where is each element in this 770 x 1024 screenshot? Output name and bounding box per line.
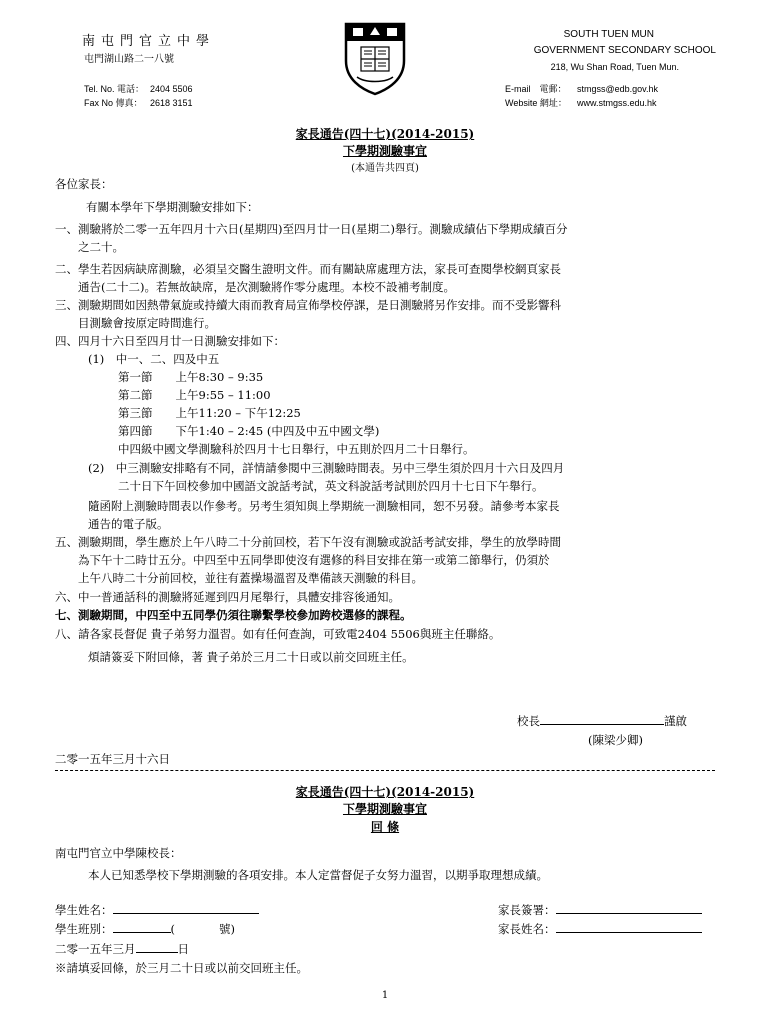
- signature-blank: [540, 712, 664, 725]
- parent-name-label: 家長姓名：: [498, 922, 556, 936]
- number-open-paren: (: [170, 922, 175, 936]
- intro-text: 有關本學年下學期測驗安排如下：: [86, 200, 259, 214]
- principal-signature-line: [517, 712, 687, 730]
- student-name-field[interactable]: [113, 901, 259, 914]
- number-label: 號): [219, 922, 235, 936]
- reply-title: 家長通告(四十七)(2014-2015): [295, 785, 475, 799]
- form3-line2: 二十日下午回校參加中國語文說話考試，英文科說話考試則於四月十七日下午舉行。: [118, 479, 544, 493]
- page-number: 1: [381, 990, 389, 1001]
- reply-reminder: ※請填妥回條，於三月二十日或以前交回班主任。: [55, 961, 308, 975]
- parent-signature-row: [498, 901, 702, 919]
- session-line: 第二節 上午9:55 – 11:00: [118, 388, 271, 402]
- website-value: www.stmgss.edu.hk: [577, 98, 657, 108]
- school-name-chinese: 南屯門官立中學: [82, 34, 216, 49]
- body-line: 六、中一普通話科的測驗將延遲到四月尾舉行，具體安排容後通知。: [55, 590, 400, 604]
- body-line-bold: 七、測驗期間，中四至中五同學仍須往聯繫學校參加跨校選修的課程。: [55, 608, 412, 622]
- student-name-label: 學生姓名：: [55, 903, 113, 917]
- notice-date: 二零一五年三月十六日: [55, 752, 170, 766]
- reply-date-prefix: 二零一五年三月: [55, 942, 136, 956]
- reply-slip-label: 回 條: [370, 820, 400, 834]
- attachment-line2: 通告的電子版。: [88, 517, 169, 531]
- parent-signature-field[interactable]: [556, 901, 702, 914]
- website-line: [505, 96, 657, 109]
- body-line: 八、請各家長督促 貴子弟努力溫習。如有任何查詢，可致電2404 5506與班主任聯絡。: [55, 627, 501, 641]
- signoff-text: 謹啟: [664, 714, 687, 728]
- closing-text: 煩請簽妥下附回條，著 貴子弟於三月二十日或以前交回班主任。: [88, 650, 414, 664]
- reply-date-suffix: 日: [177, 942, 189, 956]
- greeting: 各位家長：: [55, 177, 113, 191]
- reply-addressee: 南屯門官立中學陳校長：: [55, 846, 182, 860]
- body-line: 五、測驗期間，學生應於上午八時二十分前回校，若下午沒有測驗或說話考試安排，學生的放學時間: [55, 535, 561, 549]
- telephone-label: Tel. No. 電話：: [84, 84, 145, 94]
- body-line: 通告(二十二)。若無故缺席，是次測驗將作零分處理。本校不設補考制度。: [55, 280, 455, 294]
- body-line: 之二十。: [55, 240, 124, 254]
- body-line: 上午八時二十分前回校，並往有蓋操場溫習及準備該天測驗的科目。: [55, 571, 423, 585]
- email-value: stmgss@edb.gov.hk: [577, 84, 659, 94]
- class-label: 學生班別：: [55, 922, 113, 936]
- telephone-value: 2404 5506: [150, 84, 193, 94]
- fax-line: [84, 96, 193, 109]
- website-label: Website 網址：: [505, 98, 567, 108]
- telephone-line: [84, 82, 193, 95]
- school-address-chinese: 屯門湖山路二一八號: [84, 54, 174, 65]
- principal-label: 校長: [517, 714, 540, 728]
- session-line: 第四節 下午1:40 – 2:45 (中四及中五中國文學): [118, 424, 380, 438]
- parent-signature-label: 家長簽署：: [498, 903, 556, 917]
- cut-line-divider: [55, 770, 715, 771]
- reply-date-row: [55, 940, 189, 958]
- school-name-english-line2: GOVERNMENT SECONDARY SCHOOL: [533, 45, 716, 56]
- attachment-line1: 隨函附上測驗時間表以作參考。另考生須知與上學期統一測驗相同，恕不另發。請參考本家長: [88, 499, 560, 513]
- email-line: [505, 82, 658, 95]
- principal-name: (陳梁少卿): [588, 733, 643, 747]
- reply-subtitle: 下學期測驗事宜: [342, 802, 427, 816]
- notice-subtitle: 下學期測驗事宜: [342, 144, 427, 158]
- body-line: 二、學生若因病缺席測驗，必須呈交醫生證明文件。而有關缺席處理方法，家長可查閱學校網頁家長: [55, 262, 561, 276]
- body-line: 四、四月十六日至四月廿一日測驗安排如下：: [55, 334, 285, 348]
- body-line: 三、測驗期間如因熱帶氣旋或持續大雨而教育局宣佈學校停課，是日測驗將另作安排。而不受影響科: [55, 298, 561, 312]
- parent-name-row: [498, 920, 702, 938]
- school-address-english: 218, Wu Shan Road, Tuen Mun.: [550, 62, 679, 72]
- fax-value: 2618 3151: [150, 98, 193, 108]
- schedule-heading: (1) 中一、二、四及中五: [88, 352, 220, 366]
- reply-statement: 本人已知悉學校下學期測驗的各項安排。本人定當督促子女努力溫習，以期爭取理想成績。: [88, 868, 548, 882]
- body-line: 目測驗會按原定時間進行。: [55, 316, 216, 330]
- body-line: 一、測驗將於二零一五年四月十六日(星期四)至四月廿一日(星期二)舉行。測驗成績佔下學期成績百分: [55, 222, 568, 236]
- fax-label: Fax No 傳真：: [84, 98, 143, 108]
- school-name-english-line1: SOUTH TUEN MUN: [563, 29, 654, 40]
- parent-name-field[interactable]: [556, 920, 702, 933]
- page-count-note: (本通告共四頁): [351, 163, 419, 174]
- chinese-literature-note: 中四級中國文學測驗科於四月十七日舉行，中五則於四月二十日舉行。: [118, 442, 475, 456]
- session-line: 第一節 上午8:30 – 9:35: [118, 370, 264, 384]
- notice-title: 家長通告(四十七)(2014-2015): [295, 127, 475, 141]
- email-label: E-mail 電郵：: [505, 84, 567, 94]
- class-field[interactable]: [113, 920, 171, 933]
- body-line: 為下午十二時廿五分。中四至中五同學即使沒有選修的科目安排在第一或第二節舉行，仍須於: [55, 553, 550, 567]
- reply-day-field[interactable]: [136, 940, 178, 953]
- form3-line1: (2) 中三測驗安排略有不同，詳情請參閱中三測驗時間表。另中三學生須於四月十六日及四月: [88, 461, 565, 475]
- session-line: 第三節 上午11:20 – 下午12:25: [118, 406, 301, 420]
- school-crest-icon: [343, 21, 407, 97]
- student-class-row: [55, 920, 235, 938]
- student-name-row: [55, 901, 259, 919]
